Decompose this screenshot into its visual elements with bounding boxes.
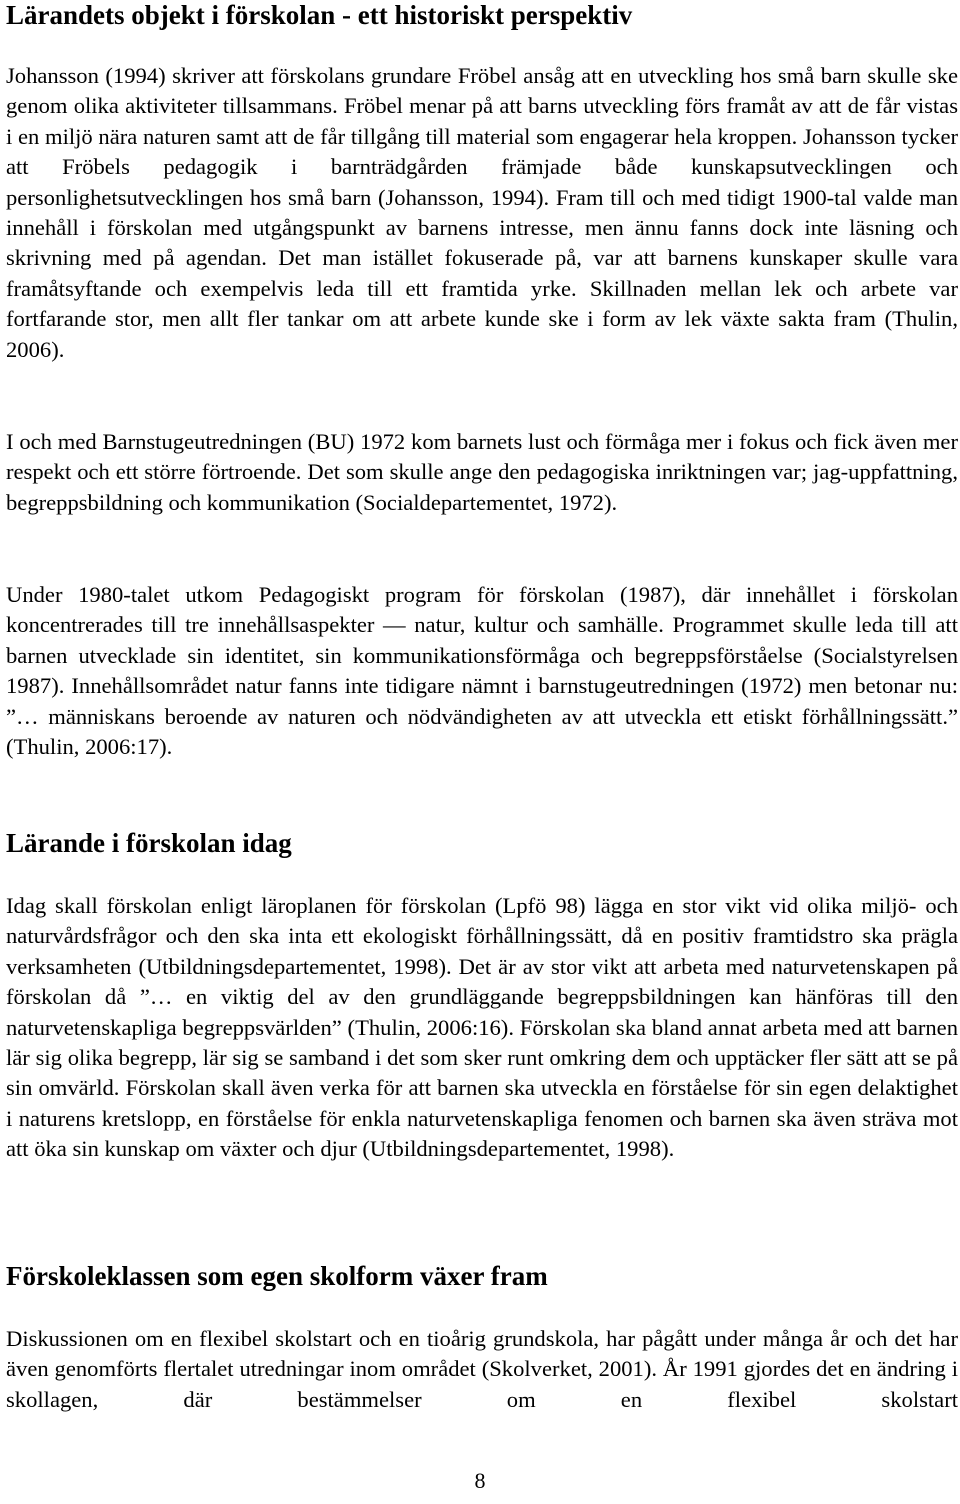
- page-number: 8: [474, 1468, 486, 1493]
- section-heading-forskoleklassen: Förskoleklassen som egen skolform växer fram: [6, 1261, 548, 1291]
- paragraph-frobel: Johansson (1994) skriver att förskolans grundare Fröbel ansåg att en utveckling hos små barn skulle ske genom olika aktiviteter tillsammans. Fröbel menar på att barns utveckling förs framåt av att de får vistas i en miljö nära naturen samt att de får tillgång till material som engagerar hela kroppen. Johansson tycker att Fröbels pedagogik i barnträdgården främjade både kunskapsutvecklingen och personlighetsutvecklingen hos små barn (Johansson, 1994). Fram till och med tidigt 1900-tal valde man innehåll i förskolan med utgångspunkt av barnens intresse, men ännu fanns dock inte läsning och skrivning med på agendan. Det man istället fokuserade på, var att barnens kunskaper skulle vara framåtsyftande och exempelvis leda till ett framtida yrke. Skillnaden mellan lek och arbete var fortfarande stor, men allt fler tankar om att arbete kunde ske i form av lek växte sakta fram (Thulin, 2006).: [6, 63, 958, 362]
- paragraph-skolstart: Diskussionen om en flexibel skolstart och en tioårig grundskola, har pågått under många år och det har även genomförts flertalet utredningar inom området (Skolverket, 2001). År 1991 gjordes det en ändring i skollagen, där bestämmelser om en flexibel skolstart: [6, 1326, 958, 1412]
- section-heading-historical: Lärandets objekt i förskolan - ett historiskt perspektiv: [6, 0, 633, 30]
- paragraph-lpfo98: Idag skall förskolan enligt läroplanen för förskolan (Lpfö 98) lägga en stor vikt vid olika miljö- och naturvårdsfrågor och den ska inta ett ekologiskt förhållningssätt, då en positiv framtidstro ska prägla verksamheten (Utbildningsdepartementet, 1998). Det är av stor vikt att arbeta med naturvetenskapen på förskolan då ”… en viktig del av den grundläggande begreppsbildningen kan hänföras till den naturvetenskapliga begreppsvärlden” (Thulin, 2006:16). Förskolan ska bland annat arbeta med att barnen lär sig olika begrepp, lär sig se samband i det som sker runt omkring dem och upptäcker fler sätt att se på sin omvärld. Förskolan skall även verka för att barnen ska utveckla en förståelse för sin egen delaktighet i naturens kretslopp, en förståelse för enkla naturvetenskapliga fenomen och barnen ska även sträva mot att öka sin kunskap om växter och djur (Utbildningsdepartementet, 1998).: [6, 893, 958, 1162]
- paragraph-barnstugeutredningen: I och med Barnstugeutredningen (BU) 1972 kom barnets lust och förmåga mer i fokus och fick även mer respekt och ett större förtroende. Det som skulle ange den pedagogiska inriktningen var; jag-uppfattning, begreppsbildning och kommunikation (Socialdepartementet, 1972).: [6, 429, 958, 515]
- paragraph-1980-talet: Under 1980-talet utkom Pedagogiskt program för förskolan (1987), där innehållet i förskolan koncentrerades till tre innehållsaspekter — natur, kultur och samhälle. Programmet skulle leda till att barnen utvecklade sin identitet, sin kommunikationsförmåga och begreppsförståelse (Socialstyrelsen 1987). Innehållsområdet natur fanns inte tidigare nämnt i barnstugeutredningen (1972) men betonar nu: ”… människans beroende av naturen och nödvändigheten av att utveckla ett etiskt förhållningssätt.” (Thulin, 2006:17).: [6, 582, 958, 760]
- section-heading-idag: Lärande i förskolan idag: [6, 828, 292, 858]
